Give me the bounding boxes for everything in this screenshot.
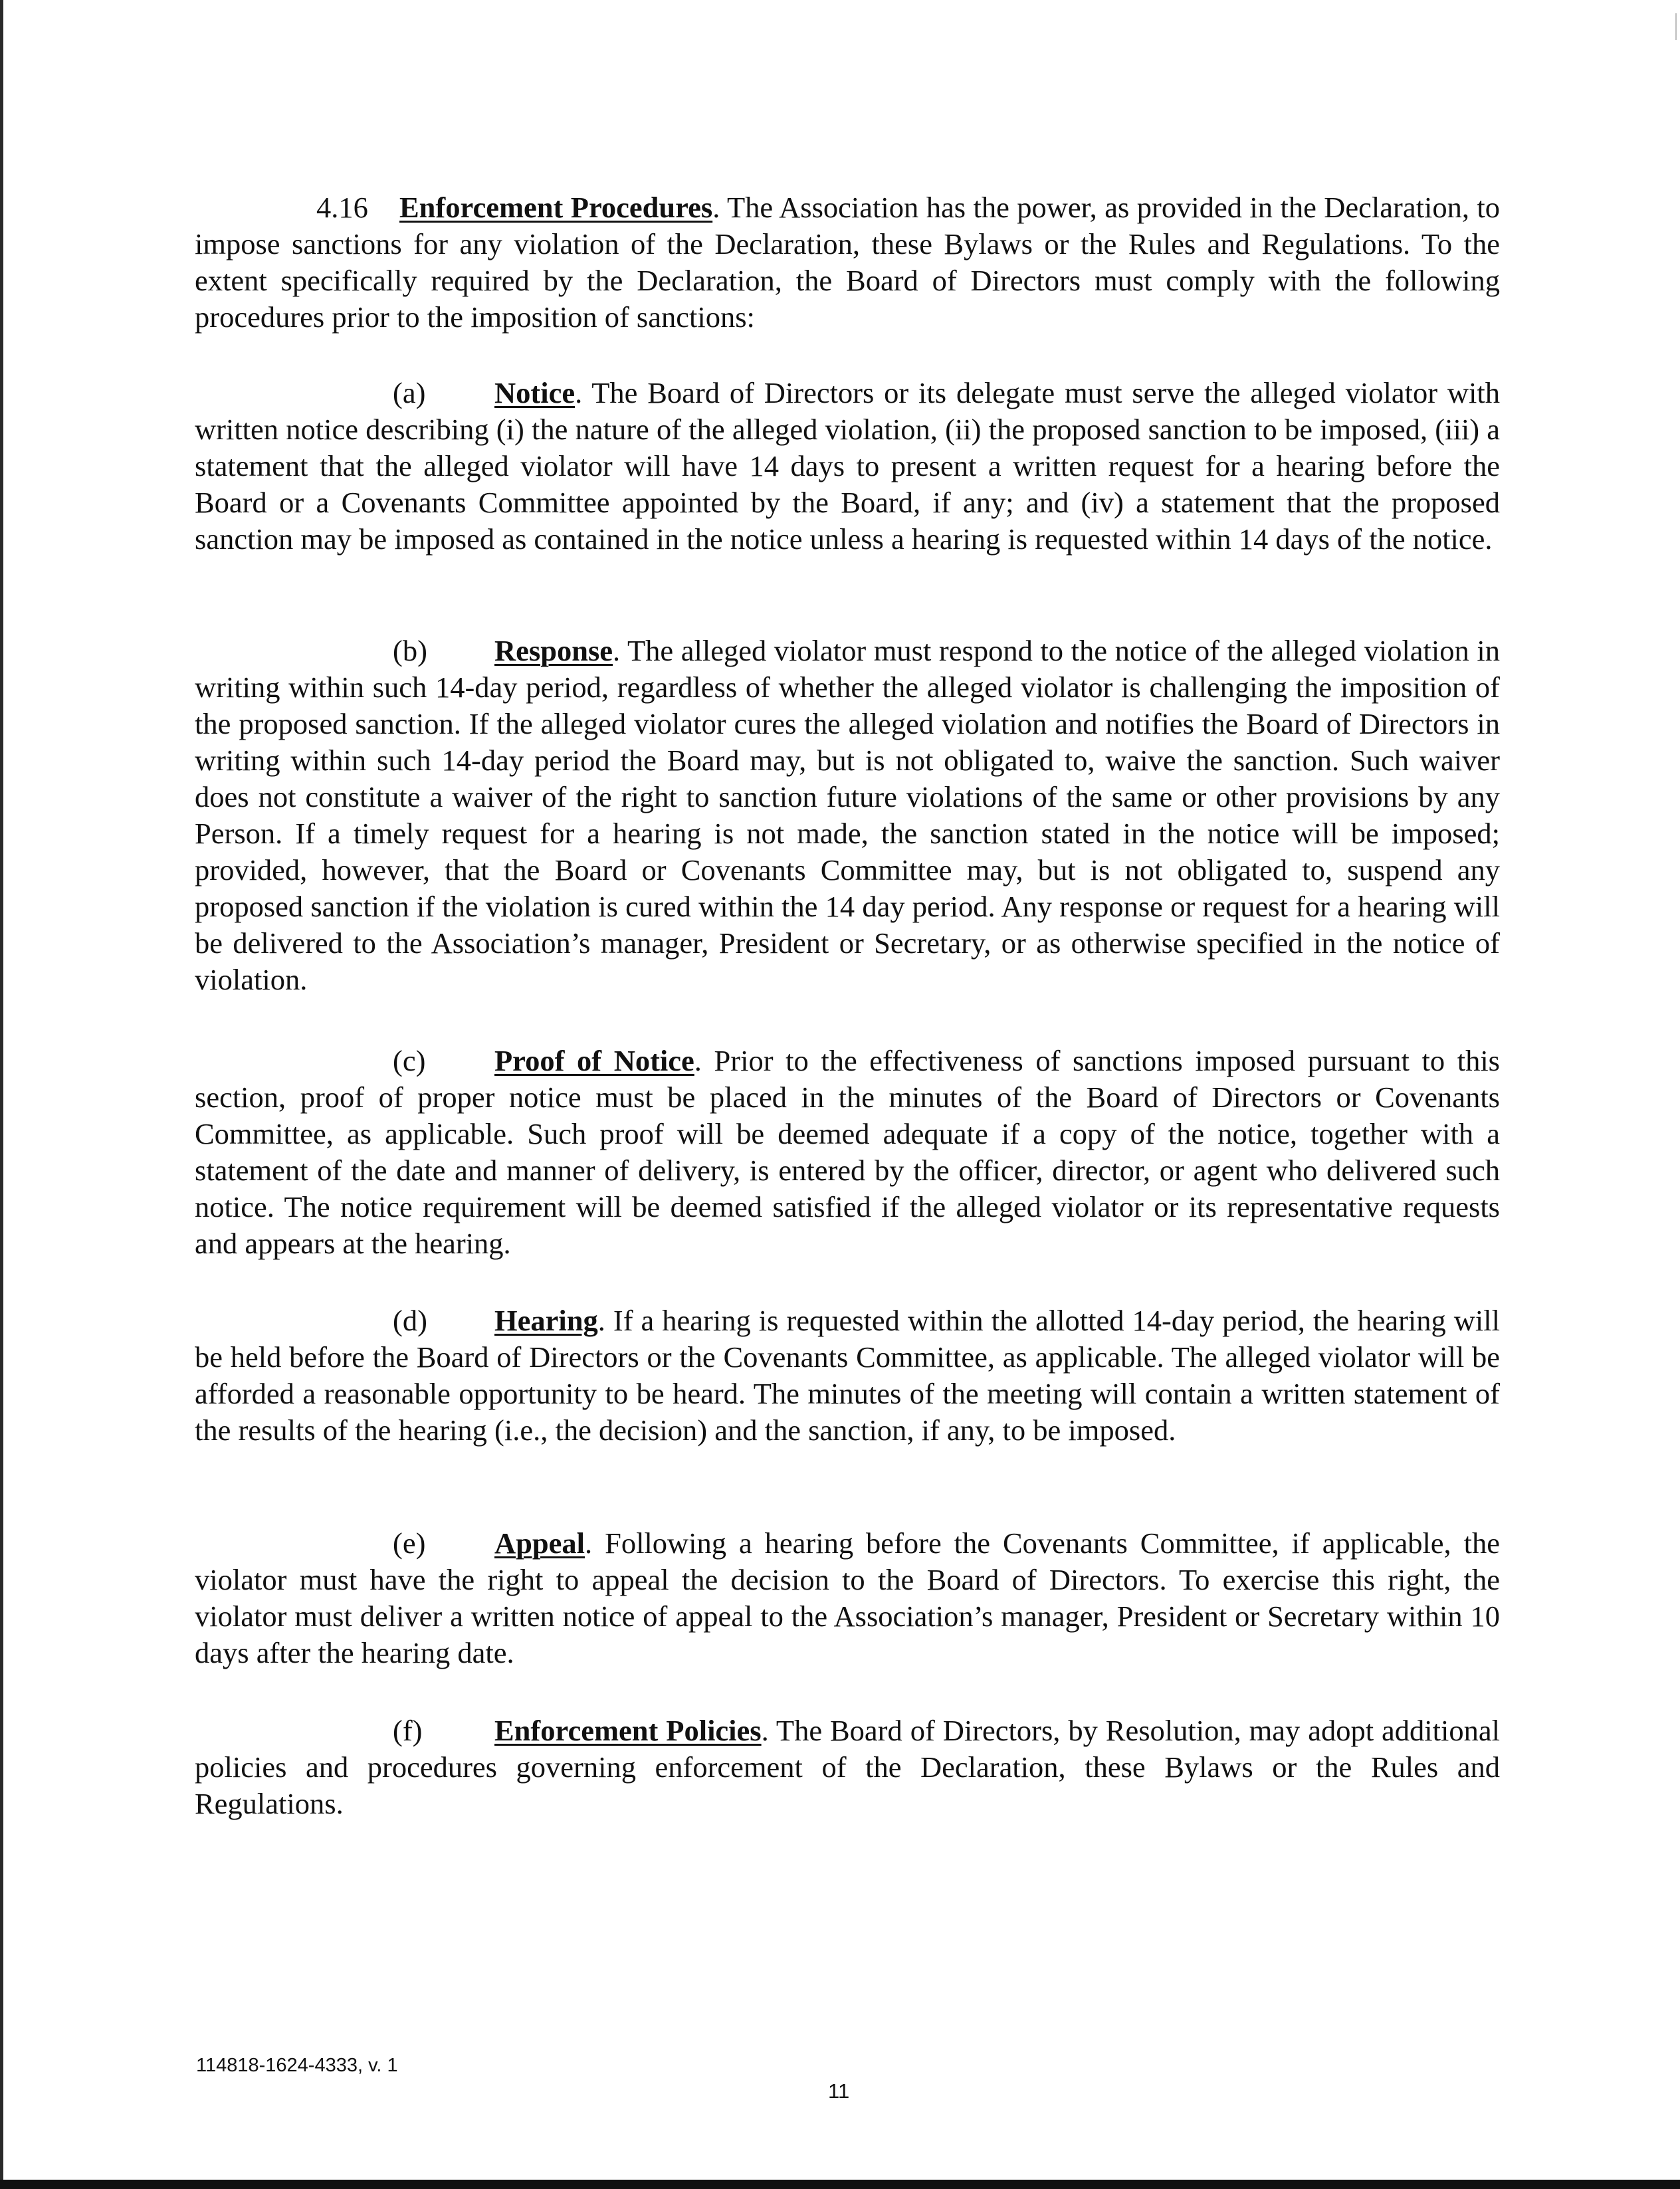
scan-edge-left xyxy=(0,0,3,2189)
subsection-label: (d) xyxy=(393,1304,427,1337)
subsection-text: . The Board of Directors, by Resolution, may adopt additional policies and procedures governing enforcement of the Declaration, these Bylaws or the Rules and Regulations. xyxy=(195,1714,1500,1820)
subsection-heading: Notice xyxy=(494,376,576,409)
subsection-text: . The alleged violator must respond to the notice of the alleged violation in writing within such 14-day period, regardless of whether the alleged violator is challenging the imposition of the proposed sanction. If the alleged violator cures the alleged violation and notifies the Board of Directors in writing within such 14-day period the Board may, but is not obligated to, waive the sanction. Such waiver does not constitute a waiver of the right to sanction future violations of the same or other provisions by any Person. If a timely request for a hearing is not made, the sanction stated in the notice will be imposed; provided, however, that the Board or Covenants Committee may, but is not obligated to, suspend any proposed sanction if the violation is cured within the 14 day period. Any response or request for a hearing will be delivered to the Association’s manager, President or Secretary, or as otherwise specified in the notice of violation. xyxy=(195,634,1500,996)
section-number: 4.16 xyxy=(316,191,368,224)
subsection-e-paragraph xyxy=(195,1525,1500,1671)
subsection-label: (e) xyxy=(393,1526,426,1560)
subsection-text: . If a hearing is requested within the allotted 14-day period, the hearing will be held before the Board of Directors or the Covenants Committee, as applicable. The alleged violator will be afforded a reasonable opportunity to be heard. The minutes of the meeting will contain a written statement of the results of the hearing (i.e., the decision) and the sanction, if any, to be imposed. xyxy=(195,1304,1500,1447)
section-heading: Enforcement Procedures xyxy=(399,191,713,224)
subsection-d-paragraph xyxy=(195,1303,1500,1449)
page-number: 11 xyxy=(828,2079,850,2103)
scan-mark-right xyxy=(1675,13,1677,40)
subsection-label: (f) xyxy=(393,1714,423,1747)
document-id: 114818-1624-4333, v. 1 xyxy=(196,2055,398,2076)
subsection-heading: Enforcement Policies xyxy=(494,1714,762,1747)
subsection-f-paragraph xyxy=(195,1713,1500,1822)
section-text: . The Association has the power, as provided in the Declaration, to impose sanctions for any violation of the Declaration, these Bylaws or the Rules and Regulations. To the extent specifically required by the Declaration, the Board of Directors must comply with the following procedures prior to the imposition of sanctions: xyxy=(195,191,1501,334)
subsection-heading: Appeal xyxy=(494,1526,585,1560)
subsection-text: . The Board of Directors or its delegate must serve the alleged violator with written notice describing (i) the nature of the alleged violation, (ii) the proposed sanction to be imposed, (iii) a statement that the alleged violator will have 14 days to present a written request for a hearing before the Board or a Covenants Committee appointed by the Board, if any; and (iv) a statement that the proposed sanction may be imposed as contained in the notice unless a hearing is requested within 14 days of the notice. xyxy=(195,376,1500,556)
subsection-heading: Response xyxy=(494,634,613,667)
subsection-text: . Prior to the effectiveness of sanctions imposed pursuant to this section, proof of proper notice must be placed in the minutes of the Board of Directors or Covenants Committee, as applicable. Such proof will be deemed adequate if a copy of the notice, together with a statement of the date and manner of delivery, is entered by the officer, director, or agent who delivered such notice. The notice requirement will be deemed satisfied if the alleged violator or its representative requests and appears at the hearing. xyxy=(195,1044,1500,1260)
subsection-label: (b) xyxy=(393,634,427,667)
section-4-16-paragraph xyxy=(195,189,1500,336)
subsection-label: (a) xyxy=(393,376,426,409)
subsection-a-paragraph xyxy=(195,375,1500,558)
subsection-label: (c) xyxy=(393,1044,426,1077)
subsection-heading: Proof of Notice xyxy=(494,1044,694,1077)
subsection-c-paragraph xyxy=(195,1043,1500,1262)
subsection-text: . Following a hearing before the Covenants Committee, if applicable, the violator must have the right to appeal the decision to the Board of Directors. To exercise this right, the violator must deliver a written notice of appeal to the Association’s manager, President or Secretary within 10 days after the hearing date. xyxy=(195,1526,1500,1669)
subsection-heading: Hearing xyxy=(494,1304,598,1337)
scan-edge-bottom xyxy=(0,2180,1680,2189)
subsection-b-paragraph xyxy=(195,633,1500,998)
